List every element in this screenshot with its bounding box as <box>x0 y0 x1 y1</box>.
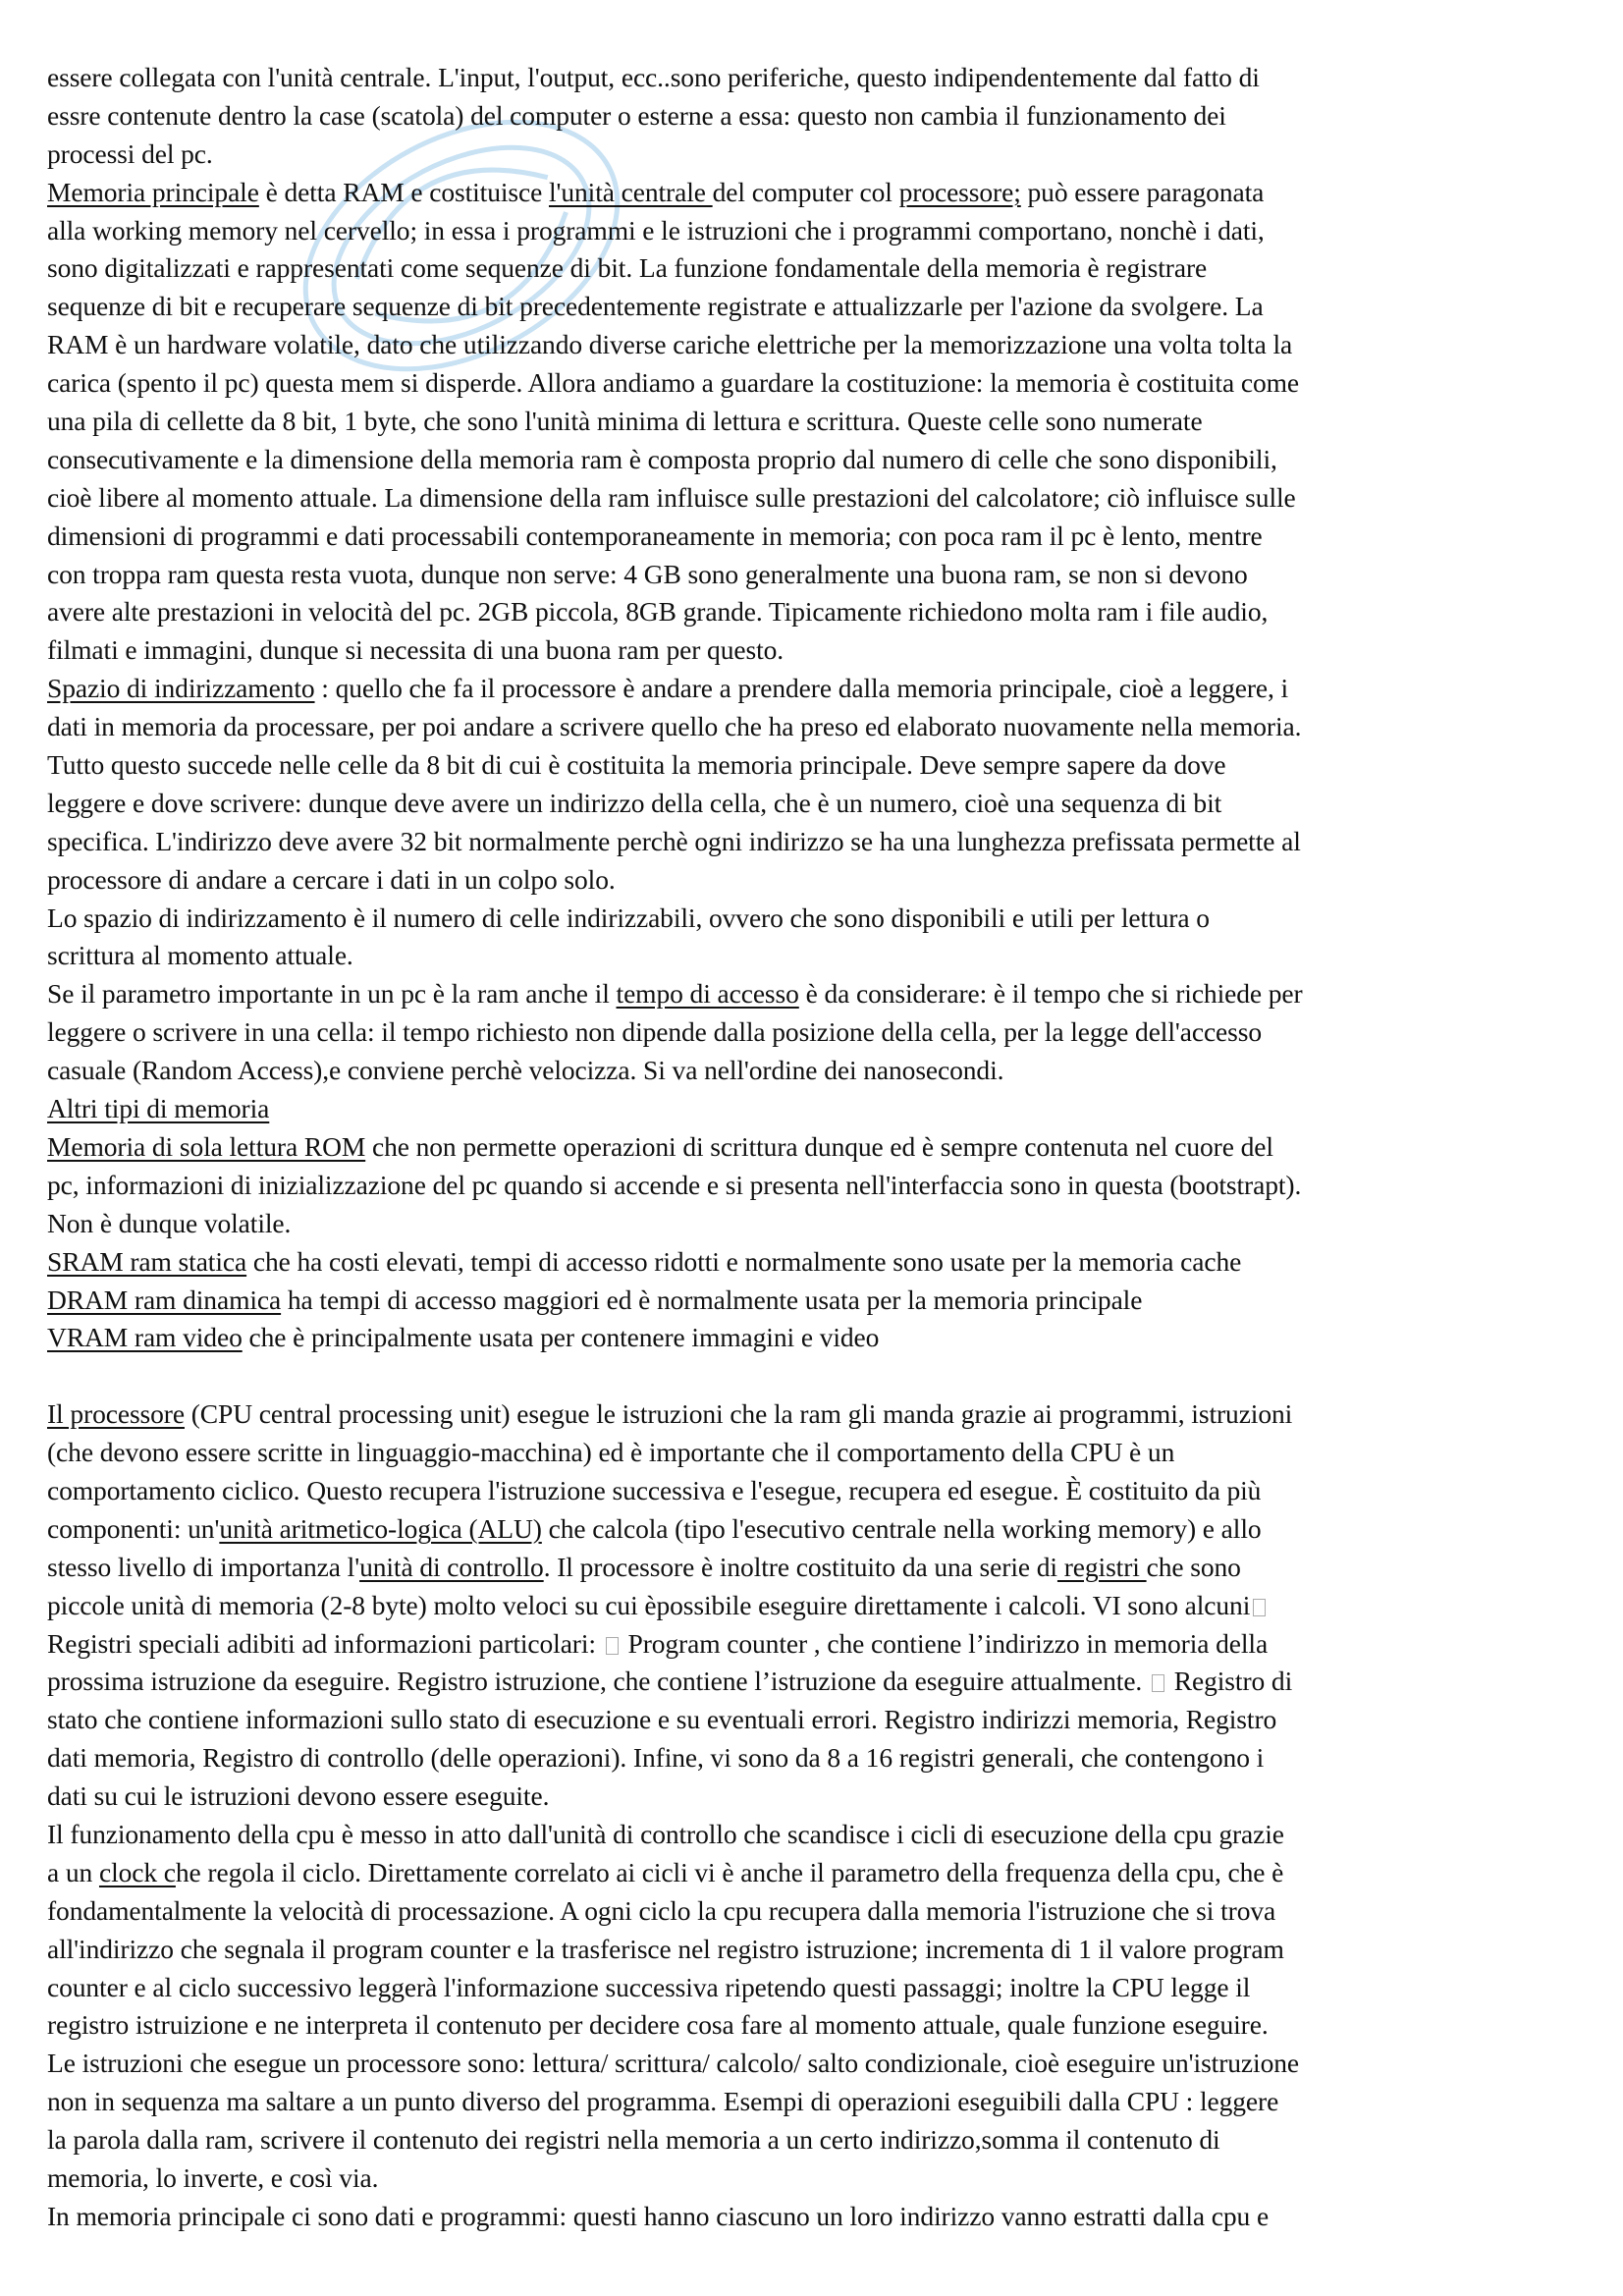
underlined-term: VRAM ram video <box>47 1322 243 1353</box>
text-run: può essere paragonata <box>1020 176 1265 207</box>
text-line <box>47 670 1591 708</box>
text-line <box>47 2121 1591 2159</box>
text-line <box>47 1625 1591 1664</box>
text-run: che sono <box>1146 1551 1241 1582</box>
text-line <box>47 1243 1591 1282</box>
text-line <box>47 403 1591 441</box>
text-run: del computer col <box>712 176 899 207</box>
text-run: scrittura al momento attuale. <box>47 940 353 971</box>
text-line <box>47 1777 1591 1816</box>
text-run: è da considerare: è il tempo che si richiede per <box>798 978 1303 1010</box>
text-run: stesso livello di importanza l' <box>47 1551 360 1582</box>
underlined-term: Memoria di sola lettura ROM <box>47 1130 366 1162</box>
underlined-term: tempo di accesso <box>616 978 799 1010</box>
missing-glyph-box-icon <box>1152 1674 1164 1692</box>
text-line <box>47 1052 1591 1090</box>
underlined-term: SRAM ram statica <box>47 1245 247 1277</box>
text-line <box>47 364 1591 403</box>
text-line <box>47 823 1591 861</box>
text-run: che è principalmente usata per contenere immagini e video <box>242 1322 880 1353</box>
underlined-term: Spazio di indirizzamento <box>47 673 315 704</box>
text-line <box>47 1205 1591 1243</box>
text-line <box>47 249 1591 288</box>
text-run: Program counter , che contiene l’indirizzo in memoria della <box>621 1627 1269 1659</box>
text-line <box>47 1472 1591 1510</box>
text-line <box>47 1282 1591 1320</box>
text-run: (CPU central processing unit) esegue le istruzioni che la ram gli manda grazie ai programmi, istruzioni <box>184 1398 1293 1430</box>
underlined-term: l'unità centrale <box>548 176 713 207</box>
text-line <box>47 518 1591 556</box>
text-run: è detta RAM e costituisce <box>258 176 549 207</box>
text-line <box>47 1701 1591 1739</box>
text-line <box>47 212 1591 250</box>
text-line <box>47 2198 1591 2236</box>
text-run: dati memoria, Registro di controllo (delle operazioni). Infine, vi sono da 8 a 16 registri generali, che contengono i <box>47 1742 1265 1774</box>
underlined-term: Memoria principale <box>47 176 259 207</box>
text-run: essre contenute dentro la case (scatola) del computer o esterne a essa: questo non cambia il funzionamento dei <box>47 99 1226 131</box>
text-run: sono digitalizzati e rappresentati come sequenze di bit. La funzione fondamentale della memoria è registrare <box>47 252 1208 284</box>
text-run: componenti: un' <box>47 1512 220 1544</box>
text-line <box>47 1395 1591 1434</box>
text-line <box>47 326 1591 364</box>
text-line <box>47 900 1591 938</box>
underlined-term: Altri tipi di memoria <box>47 1093 270 1124</box>
text-run: leggere o scrivere in una cella: il tempo richiesto non dipende dalla posizione della cella, per la legge dell'accesso <box>47 1016 1263 1048</box>
text-run: all'indirizzo che segnala il program counter e la trasferisce nel registro istruzione; incrementa di 1 il valore program <box>47 1933 1284 1964</box>
text-run: dati su cui le istruzioni devono essere eseguite. <box>47 1780 550 1812</box>
text-line <box>47 1128 1591 1167</box>
text-run: Registri speciali adibiti ad informazioni particolari: <box>47 1627 603 1659</box>
text-run: prossima istruzione da eseguire. Registro istruzione, che contiene l’istruzione da eseguire attualmente. <box>47 1666 1149 1697</box>
text-line <box>47 1167 1591 1205</box>
underlined-term: unità di controllo <box>359 1551 544 1582</box>
text-line <box>47 1549 1591 1587</box>
text-run: : quello che fa il processore è andare a prendere dalla memoria principale, cioè a leggere, i <box>314 673 1289 704</box>
text-run: che calcola (tipo l'esecutivo centrale nella working memory) e allo <box>541 1512 1262 1544</box>
text-run: filmati e immagini, dunque si necessita di una buona ram per questo. <box>47 634 784 666</box>
text-run: Lo spazio di indirizzamento è il numero di celle indirizzabili, ovvero che sono disponibili e utili per lettura o <box>47 902 1210 933</box>
text-line <box>47 1969 1591 2007</box>
text-line <box>47 937 1591 975</box>
text-run: Se il parametro importante in un pc è la ram anche il <box>47 978 617 1010</box>
text-line <box>47 441 1591 479</box>
text-run: . Il processore è inoltre costituito da una serie di <box>543 1551 1057 1582</box>
underlined-term: registri <box>1056 1551 1147 1582</box>
text-run: counter e al ciclo successivo leggerà l'informazione successiva ripetendo questi passaggi; inoltre la CPU legge il <box>47 1971 1251 2002</box>
text-line <box>47 97 1591 136</box>
text-run: a un <box>47 1856 99 1887</box>
text-run: Il funzionamento della cpu è messo in atto dall'unità di controllo che scandisce i cicli di esecuzione della cpu grazie <box>47 1818 1284 1849</box>
text-run: ha tempi di accesso maggiori ed è normalmente usata per la memoria principale <box>281 1284 1143 1315</box>
text-run: RAM è un hardware volatile, dato che utilizzando diverse cariche elettriche per la memorizzazione una volta tolta la <box>47 329 1293 360</box>
text-run: essere collegata con l'unità centrale. L'input, l'output, ecc..sono periferiche, questo indipendentemente dal fatto di <box>47 62 1260 92</box>
document-page <box>47 59 1591 2236</box>
text-line <box>47 975 1591 1013</box>
text-run: stato che contiene informazioni sullo stato di esecuzione e su eventuali errori. Registro indirizzi memoria, Registro <box>47 1704 1277 1735</box>
text-line <box>47 1739 1591 1777</box>
underlined-term: unità aritmetico-logica (ALU) <box>219 1512 542 1544</box>
text-run: Registro di <box>1166 1666 1293 1697</box>
text-run: che non permette operazioni di scrittura dunque ed è sempre contenuta nel cuore del <box>365 1130 1273 1162</box>
underlined-term: Il processore <box>47 1398 185 1430</box>
text-line <box>47 631 1591 670</box>
text-run: he regola il ciclo. Direttamente correlato ai cicli vi è anche il parametro della frequenza della cpu, che è <box>175 1856 1284 1887</box>
text-line <box>47 59 1591 97</box>
text-line <box>47 2159 1591 2198</box>
text-run: processi del pc. <box>47 137 213 169</box>
text-run: alla working memory nel cervello; in essa i programmi e le istruzioni che i programmi comportano, nonchè i dati, <box>47 214 1265 246</box>
text-line <box>47 708 1591 746</box>
text-run: non in sequenza ma saltare a un punto diverso del programma. Esempi di operazioni eseguibili dalla CPU : leggere <box>47 2086 1279 2117</box>
text-run: una pila di cellette da 8 bit, 1 byte, che sono l'unità minima di lettura e scrittura. Queste celle sono numerate <box>47 406 1203 437</box>
text-line <box>47 1090 1591 1128</box>
text-line <box>47 2006 1591 2045</box>
text-line <box>47 593 1591 631</box>
text-line <box>47 1931 1591 1969</box>
text-line <box>47 556 1591 594</box>
text-run: dati in memoria da processare, per poi andare a scrivere quello che ha preso ed elaborato nuovamente nella memoria. <box>47 711 1302 742</box>
text-line <box>47 136 1591 174</box>
text-run: sequenze di bit e recuperare sequenze di bit precedentemente registrate e attualizzarle per l'azione da svolgere. La <box>47 291 1264 322</box>
text-line <box>47 1816 1591 1854</box>
text-line <box>47 2083 1591 2121</box>
blank-line <box>47 1357 1591 1395</box>
text-line <box>47 174 1591 212</box>
text-line <box>47 785 1591 823</box>
text-run: con troppa ram questa resta vuota, dunque non serve: 4 GB sono generalmente una buona ram, se non si devono <box>47 558 1248 589</box>
text-run: casuale (Random Access),e conviene perchè velocizza. Si va nell'ordine dei nanosecondi. <box>47 1055 1004 1086</box>
text-line <box>47 861 1591 900</box>
text-line <box>47 288 1591 326</box>
text-line <box>47 1510 1591 1549</box>
text-run: memoria, lo inverte, e così via. <box>47 2161 379 2193</box>
text-run: In memoria principale ci sono dati e programmi: questi hanno ciascuno un loro indirizzo vanno estratti dalla cpu e <box>47 2200 1270 2231</box>
text-run: che ha costi elevati, tempi di accesso ridotti e normalmente sono usate per la memoria cache <box>246 1245 1242 1277</box>
text-run: la parola dalla ram, scrivere il contenuto dei registri nella memoria a un certo indirizzo,somma il contenuto di <box>47 2124 1220 2156</box>
text-line <box>47 1892 1591 1931</box>
text-line <box>47 746 1591 785</box>
text-line <box>47 1854 1591 1892</box>
text-run: piccole unità di memoria (2-8 byte) molto veloci su cui èpossibile eseguire direttamente i calcoli. VI sono alcuni <box>47 1589 1251 1620</box>
text-run: leggere e dove scrivere: dunque deve avere un indirizzo della cella, che è un numero, cioè una sequenza di bit <box>47 787 1222 818</box>
underlined-term: clock c <box>98 1856 176 1887</box>
text-run: dimensioni di programmi e dati processabili contemporaneamente in memoria; con poca ram il pc è lento, mentre <box>47 519 1263 551</box>
text-line <box>47 1434 1591 1472</box>
text-line <box>47 1319 1591 1357</box>
text-run: Tutto questo succede nelle celle da 8 bit di cui è costituita la memoria principale. Deve sempre sapere da dove <box>47 749 1226 781</box>
text-run: registro istruizione e ne interpreta il contenuto per decidere cosa fare al momento attuale, quale funzione eseguire. <box>47 2009 1269 2041</box>
underlined-term: DRAM ram dinamica <box>47 1284 282 1315</box>
text-run: Non è dunque volatile. <box>47 1207 292 1238</box>
text-line <box>47 479 1591 518</box>
text-run: specifica. L'indirizzo deve avere 32 bit normalmente perchè ogni indirizzo se ha una lunghezza prefissata permette al <box>47 825 1301 856</box>
text-run: consecutivamente e la dimensione della memoria ram è composta proprio dal numero di celle che sono disponibili, <box>47 443 1277 474</box>
missing-glyph-box-icon <box>606 1637 619 1655</box>
text-run: avere alte prestazioni in velocità del pc. 2GB piccola, 8GB grande. Tipicamente richiedono molta ram i file audio, <box>47 596 1269 628</box>
text-line <box>47 1663 1591 1701</box>
text-run: comportamento ciclico. Questo recupera l'istruzione successiva e l'esegue, recupera ed esegue. È costituito da più <box>47 1474 1262 1505</box>
text-line <box>47 2045 1591 2083</box>
text-run: processore di andare a cercare i dati in un colpo solo. <box>47 863 616 895</box>
missing-glyph-box-icon <box>1253 1599 1266 1616</box>
text-line <box>47 1587 1591 1625</box>
text-run: carica (spento il pc) questa mem si disperde. Allora andiamo a guardare la costituzione: la memoria è costituita come <box>47 367 1299 399</box>
text-run: pc, informazioni di inizializzazione del pc quando si accende e si presenta nell'interfaccia sono in questa (bootstrapt). <box>47 1169 1302 1200</box>
text-run: (che devono essere scritte in linguaggio-macchina) ed è importante che il comportamento della CPU è un <box>47 1437 1175 1468</box>
text-run: cioè libere al momento attuale. La dimensione della ram influisce sulle prestazioni del calcolatore; ciò influisce sulle <box>47 481 1296 513</box>
text-run: fondamentalmente la velocità di processazione. A ogni ciclo la cpu recupera dalla memoria l'istruzione che si trova <box>47 1894 1276 1926</box>
text-run: Le istruzioni che esegue un processore sono: lettura/ scrittura/ calcolo/ salto condizionale, cioè eseguire un'istruzione <box>47 2048 1299 2079</box>
text-line <box>47 1013 1591 1052</box>
underlined-term: processore; <box>898 176 1021 207</box>
